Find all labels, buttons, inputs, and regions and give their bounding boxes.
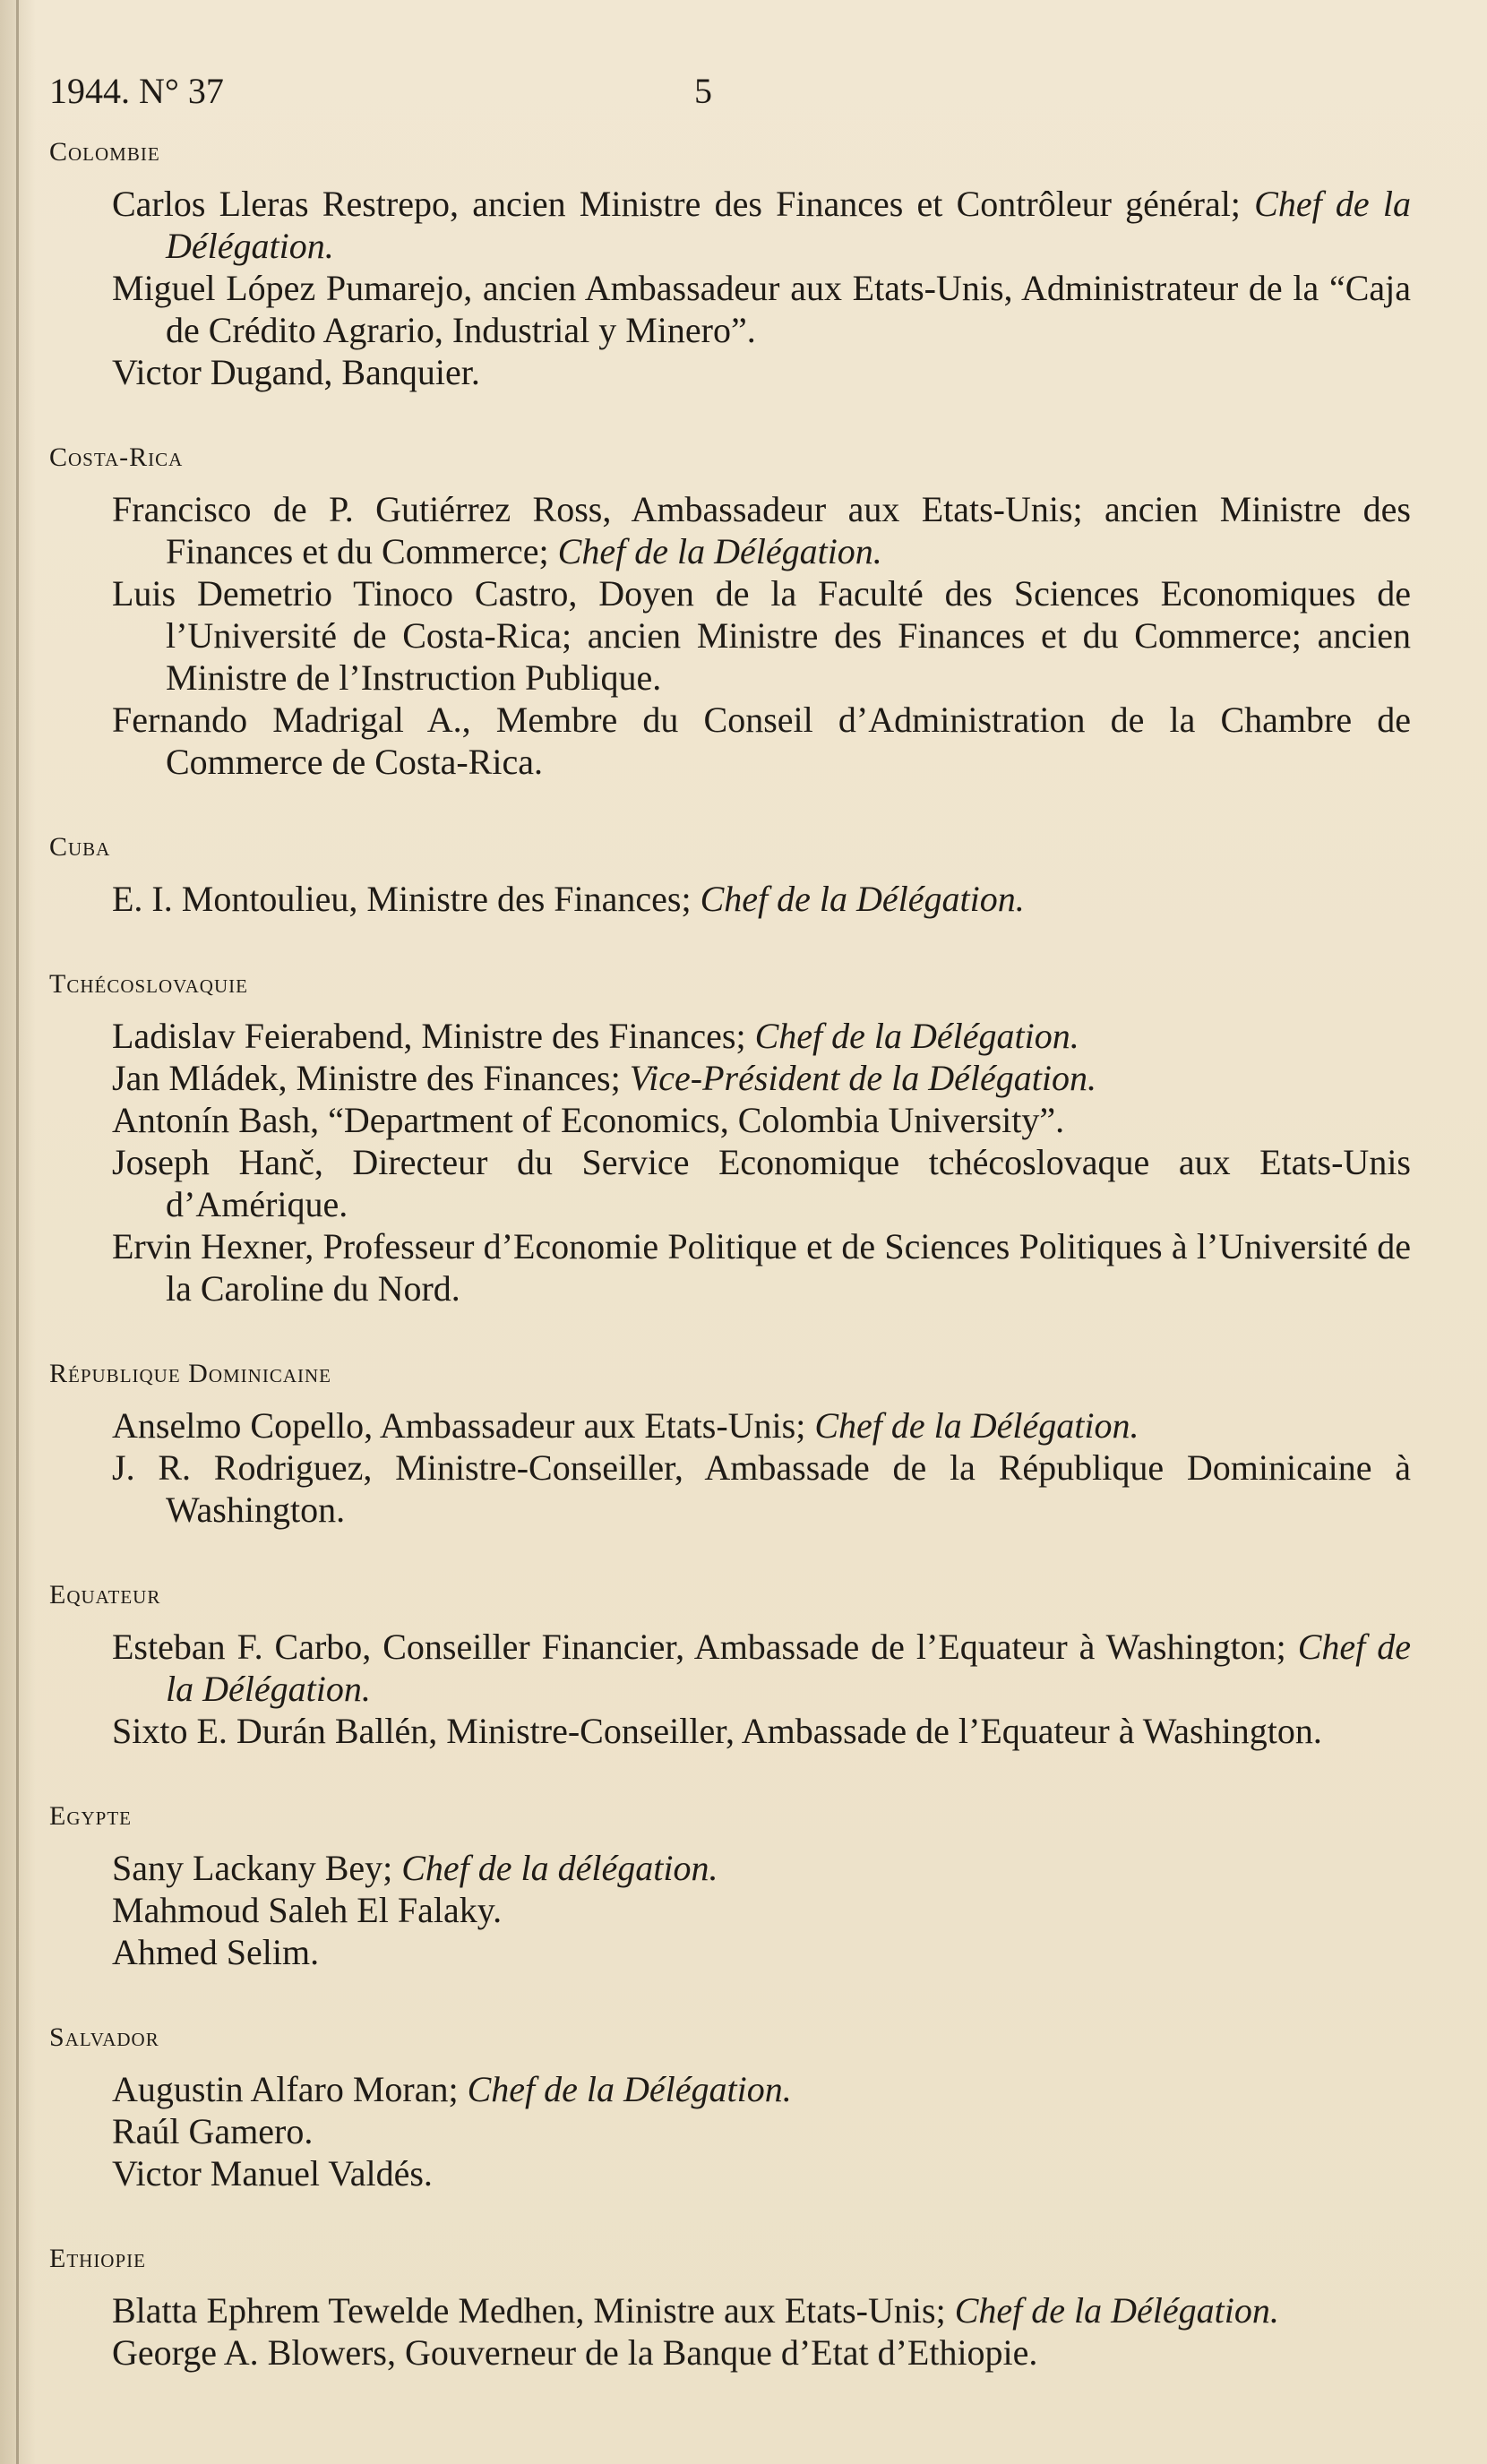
delegate-text: Raúl Gamero. [112,2111,314,2151]
delegate-text: Miguel López Pumarejo, ancien Ambassadeur aux Etats-Unis, Administrateur de la “Caja de Crédito Agrario, Industrial y Minero”. [112,268,1411,350]
delegate-entry [112,2068,1411,2110]
issue-number: 1944. N° 37 [49,71,224,111]
delegate-text: Sany Lackany Bey; [112,1848,393,1888]
delegate-entry [112,1710,1411,1752]
delegate-text: Ahmed Selim. [112,1932,320,1972]
delegate-role: Chef de la Délégation. [814,1405,1139,1446]
delegate-text: Augustin Alfaro Moran; [112,2069,459,2109]
delegate-text: Francisco de P. Gutiérrez Ross, Ambassadeur aux Etats-Unis; ancien Ministre des Finances et du Commerce; [112,489,1411,571]
country-section [49,1577,1411,1752]
delegate-role: Chef de la Délégation. [166,184,1412,266]
delegate-role: Chef de la Délégation. [557,531,882,571]
country-section [49,2020,1411,2194]
country-section [49,829,1411,920]
delegate-entry [112,1931,1411,1973]
delegate-entry [112,1225,1411,1309]
delegate-text: Victor Dugand, Banquier. [112,352,480,392]
delegate-text: Ladislav Feierabend, Ministre des Finances; [112,1016,746,1056]
delegate-role: Chef de la Délégation. [954,2290,1279,2331]
delegate-entry [112,878,1411,920]
delegate-entry [112,1015,1411,1057]
delegate-entry [112,2289,1411,2331]
country-name: Colombie [49,137,160,167]
delegate-text: George A. Blowers, Gouverneur de la Banque d’Etat d’Ethiopie. [112,2332,1038,2373]
country-section [49,2241,1411,2374]
country-name: Egypte [49,1801,132,1831]
delegate-entry [112,351,1411,393]
delegate-text: Jan Mládek, Ministre des Finances; [112,1058,621,1098]
country-name: Costa-Rica [49,442,184,472]
delegate-entry [112,699,1411,783]
country-section [49,966,1411,1309]
delegate-role: Chef de la Délégation. [166,1627,1411,1709]
delegate-text: Sixto E. Durán Ballén, Ministre-Conseiller, Ambassade de l’Equateur à Washington. [112,1711,1322,1751]
country-section [49,134,1411,393]
country-name: Salvador [49,2022,159,2052]
delegate-entry [112,1141,1411,1225]
country-name: Tchécoslovaquie [49,969,248,999]
delegation-list [49,134,1411,2374]
binding-shadow [16,0,19,2464]
country-section [49,1356,1411,1531]
delegate-entry [112,1447,1411,1531]
country-name: Equateur [49,1580,161,1610]
delegate-entry [112,1057,1411,1099]
page-header [49,70,1393,124]
delegate-text: J. R. Rodriguez, Ministre-Conseiller, Ambassade de la République Dominicaine à Washington. [112,1447,1411,1530]
delegate-text: Luis Demetrio Tinoco Castro, Doyen de la Faculté des Sciences Economiques de l’Université de Costa-Rica; ancien Ministre des Finances et du Commerce; ancien Ministre de l’Instruction Publique. [112,573,1411,698]
delegate-text: Ervin Hexner, Professeur d’Economie Politique et de Sciences Politiques à l’Université de la Caroline du Nord. [112,1226,1411,1309]
delegate-entry [112,183,1411,267]
delegate-entry [112,1847,1411,1889]
delegate-text: E. I. Montoulieu, Ministre des Finances; [112,879,692,919]
delegate-role: Chef de la Délégation. [467,2069,792,2109]
delegate-entry [112,267,1411,351]
page-number: 5 [694,71,712,111]
delegate-role: Chef de la délégation. [401,1848,718,1888]
delegate-text: Anselmo Copello, Ambassadeur aux Etats-Unis; [112,1405,806,1446]
delegate-role: Chef de la Délégation. [700,879,1025,919]
delegate-text: Victor Manuel Valdés. [112,2153,433,2194]
country-name: Ethiopie [49,2244,146,2273]
delegate-text: Carlos Lleras Restrepo, ancien Ministre des Finances et Contrôleur général; [112,184,1241,224]
delegate-text: Mahmoud Saleh El Falaky. [112,1890,503,1930]
delegate-entry [112,488,1411,572]
country-section [49,1799,1411,1973]
delegate-entry [112,1099,1411,1141]
delegate-entry [112,572,1411,699]
delegate-entry [112,2331,1411,2374]
delegate-text: Antonín Bash, “Department of Economics, Colombia University”. [112,1100,1065,1140]
delegate-role: Vice-Président de la Délégation. [629,1058,1096,1098]
delegate-entry [112,2152,1411,2194]
delegate-text: Blatta Ephrem Tewelde Medhen, Ministre aux Etats-Unis; [112,2290,946,2331]
delegate-text: Esteban F. Carbo, Conseiller Financier, Ambassade de l’Equateur à Washington; [112,1627,1286,1667]
delegate-entry [112,1626,1411,1710]
delegate-entry [112,1889,1411,1931]
delegate-text: Fernando Madrigal A., Membre du Conseil d’Administration de la Chambre de Commerce de Costa-Rica. [112,700,1411,782]
delegate-entry [112,1404,1411,1447]
delegate-role: Chef de la Délégation. [754,1016,1079,1056]
country-name: République Dominicaine [49,1359,331,1388]
country-section [49,440,1411,783]
country-name: Cuba [49,832,111,862]
delegate-text: Joseph Hanč, Directeur du Service Economique tchécoslovaque aux Etats-Unis d’Amérique. [112,1142,1411,1224]
delegate-entry [112,2110,1411,2152]
